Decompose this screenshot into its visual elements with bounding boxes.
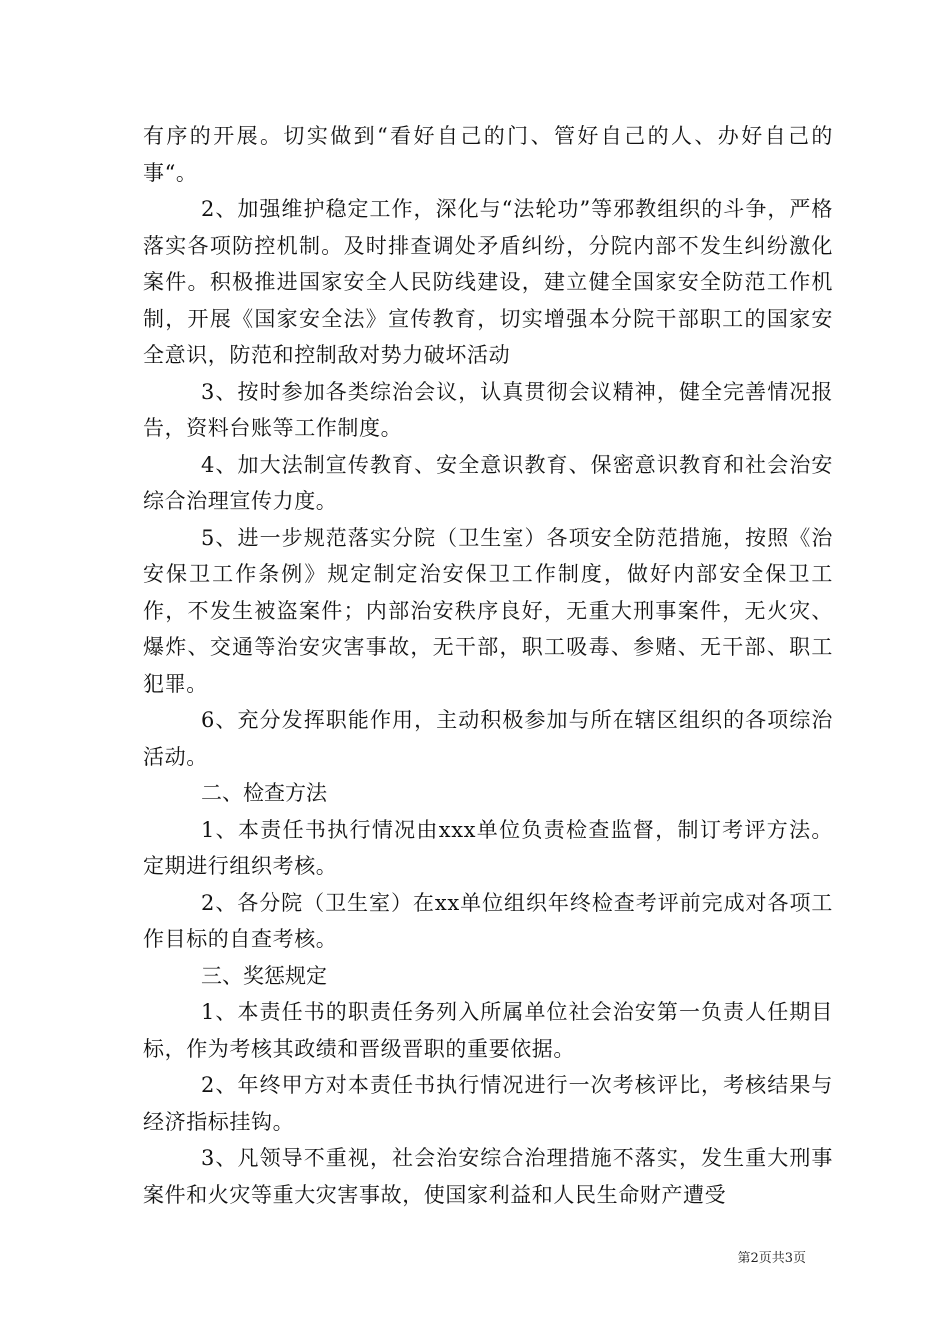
paragraph-item-2: 2、加强维护稳定工作，深化与“法轮功”等邪教组织的斗争，严格落实各项防控机制。及时排查调处矛盾纠纷，分院内部不发生纠纷激化案件。积极推进国家安全人民防线建设，建立健全国家安全防范工作机制，开展《国家安全法》宣传教育，切实增强本分院干部职工的国家安全意识，防范和控制敌对势力破坏活动 — [143, 197, 833, 367]
document-body — [143, 118, 833, 1213]
paragraph-rewards-1: 1、本责任书的职责任务列入所属单位社会治安第一负责人任期目标，作为考核其政绩和晋级晋职的重要依据。 — [143, 1000, 833, 1061]
page-number: 第2页共3页 — [737, 1251, 806, 1266]
section-heading-rewards: 三、奖惩规定 — [201, 963, 327, 988]
paragraph-continuation: 有序的开展。切实做到“看好自己的门、管好自己的人、办好自己的事“。 — [143, 124, 833, 185]
paragraph-inspection-1: 1、本责任书执行情况由xxx单位负责检查监督，制订考评方法。定期进行组织考核。 — [143, 817, 833, 878]
paragraph-inspection-2: 2、各分院（卫生室）在xx单位组织年终检查考评前完成对各项工作目标的自查考核。 — [143, 890, 833, 951]
paragraph-item-5: 5、进一步规范落实分院（卫生室）各项安全防范措施，按照《治安保卫工作条例》规定制定治安保卫工作制度，做好内部安全保卫工作，不发生被盗案件；内部治安秩序良好，无重大刑事案件，无火灾、爆炸、交通等治安灾害事故，无干部，职工吸毒、参赌、无干部、职工犯罪。 — [143, 525, 833, 696]
paragraph-rewards-2: 2、年终甲方对本责任书执行情况进行一次考核评比，考核结果与经济指标挂钩。 — [143, 1073, 833, 1134]
paragraph-item-3: 3、按时参加各类综治会议，认真贯彻会议精神，健全完善情况报告，资料台账等工作制度。 — [143, 379, 833, 440]
paragraph-item-4: 4、加大法制宣传教育、安全意识教育、保密意识教育和社会治安综合治理宣传力度。 — [143, 452, 833, 513]
section-heading-inspection: 二、检查方法 — [201, 781, 327, 805]
paragraph-item-6: 6、充分发挥职能作用，主动积极参加与所在辖区组织的各项综治活动。 — [143, 708, 833, 769]
paragraph-rewards-3: 3、凡领导不重视，社会治安综合治理措施不落实，发生重大刑事案件和火灾等重大灾害事故，使国家利益和人民生命财产遭受 — [143, 1146, 833, 1207]
